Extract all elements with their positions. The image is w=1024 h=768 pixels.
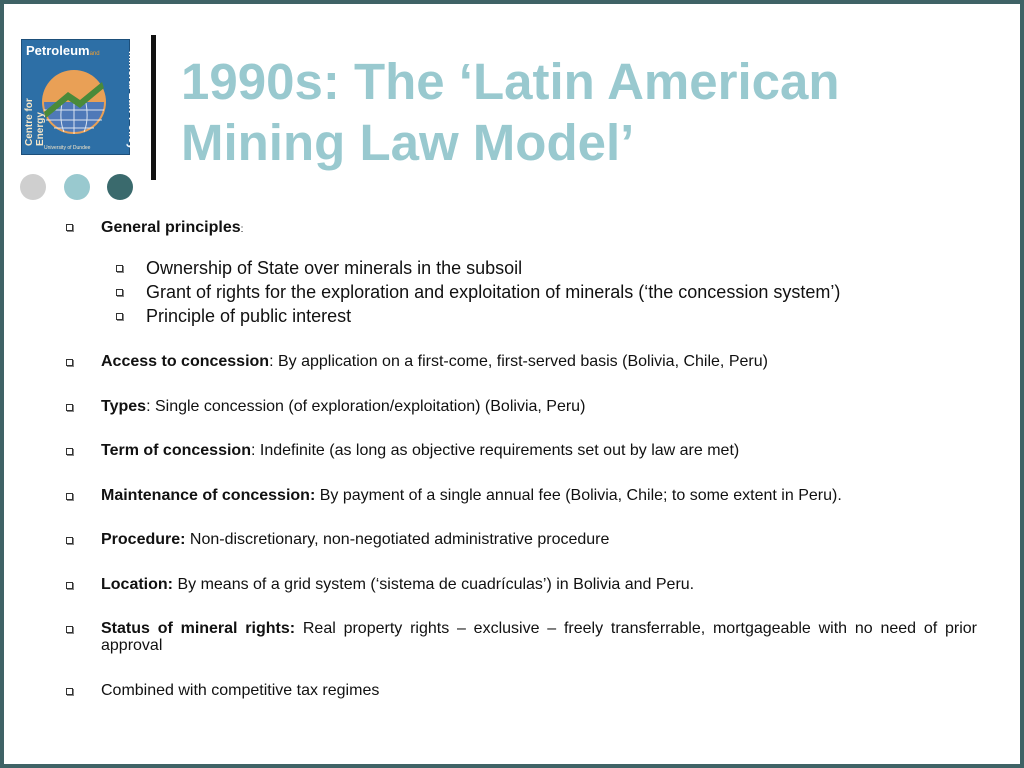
decor-dot-dark-teal (107, 174, 133, 200)
sub-bullet-icon (116, 289, 123, 296)
logo-right-text: Mineral Law Policy (126, 51, 138, 150)
list-item-tax-regimes: Combined with competitive tax regimes (101, 682, 380, 699)
title-line-2: Mining Law Model’ (181, 114, 635, 171)
list-item-location: Location: By means of a grid system (‘sistema de cuadrículas’) in Bolivia and Peru. (101, 576, 695, 593)
bullet-icon (66, 359, 73, 366)
logo (21, 39, 138, 155)
bullet-icon (66, 404, 73, 411)
decor-dot-grey (20, 174, 46, 200)
sub-bullet-icon (116, 265, 123, 272)
bullet-icon (66, 688, 73, 695)
list-item-procedure: Procedure: Non-discretionary, non-negotiated administrative procedure (101, 531, 610, 548)
title-line-1: 1990s: The ‘Latin American (181, 53, 840, 110)
logo-top-text: Petroleumand (26, 43, 100, 58)
bullet-icon (66, 493, 73, 500)
sub-item-ownership: Ownership of State over minerals in the subsoil (146, 258, 523, 278)
logo-left-text: Centre for Energy (24, 98, 46, 146)
logo-bottom-text: University of Dundee (44, 145, 91, 151)
bullet-icon (66, 448, 73, 455)
sub-bullet-icon (116, 313, 123, 320)
list-item-status-of-rights: Status of mineral rights: Real property rights – exclusive – freely transferrable, mortgageable with no need of prior approval (101, 620, 977, 654)
decor-dot-light-teal (64, 174, 90, 200)
list-item-general-principles: General principles: (101, 219, 244, 236)
title-divider (151, 35, 156, 180)
bullet-icon (66, 582, 73, 589)
list-item-access-to-concession: Access to concession: By application on a first-come, first-served basis (Bolivia, Chile, Peru) (101, 353, 768, 370)
page-title (181, 51, 981, 173)
bullet-icon (66, 537, 73, 544)
bullet-icon (66, 224, 73, 231)
bullet-icon (66, 626, 73, 633)
list-item-maintenance: Maintenance of concession: By payment of a single annual fee (Bolivia, Chile; to some extent in Peru). (101, 487, 842, 504)
sub-item-grant-of-rights: Grant of rights for the exploration and exploitation of minerals (‘the concession system’) (146, 282, 841, 302)
sub-item-public-interest: Principle of public interest (146, 306, 352, 326)
list-item-term-of-concession: Term of concession: Indefinite (as long as objective requirements set out by law are met) (101, 442, 740, 459)
list-item-types: Types: Single concession (of exploration/exploitation) (Bolivia, Peru) (101, 398, 586, 415)
slide (4, 4, 1020, 764)
